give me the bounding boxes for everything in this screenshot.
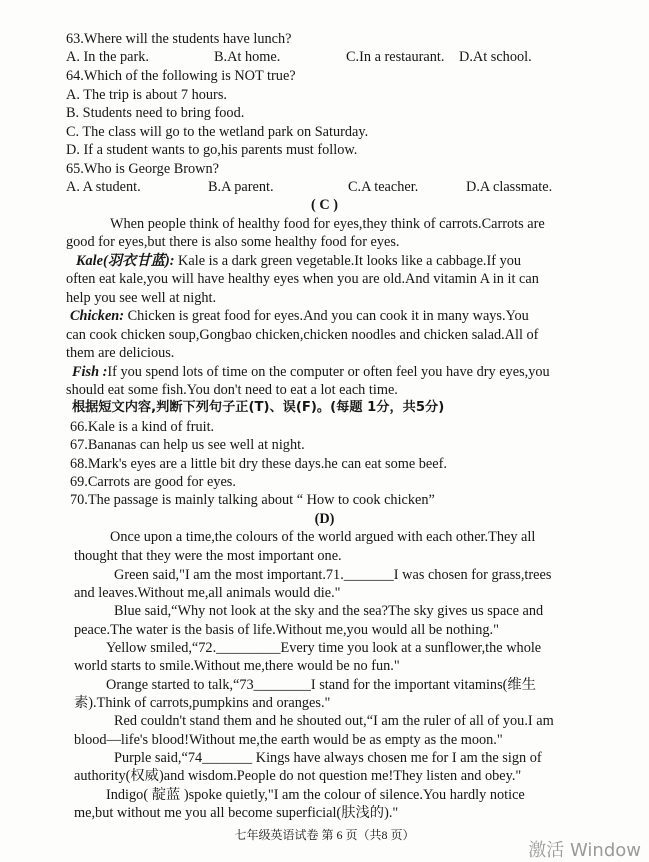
passage-d-line: thought that they were the most important one. xyxy=(74,548,342,564)
fish-paragraph-line: should eat some fish.You don't need to eat a lot each time. xyxy=(66,382,398,398)
q64-stem: 64.Which of the following is NOT true? xyxy=(66,68,296,84)
activation-watermark: 激活 Window xyxy=(528,840,641,861)
question-66: 66.Kale is a kind of fruit. xyxy=(70,419,215,435)
passage-d-line: world starts to smile.Without me,there would be no fun." xyxy=(74,658,400,674)
fish-paragraph-line xyxy=(72,363,550,381)
q63-option-b: B.At home. xyxy=(214,49,281,65)
q63-option-a: A. In the park. xyxy=(66,49,149,65)
question-68: 68.Mark's eyes are a little bit dry these days.he can eat some beef. xyxy=(70,456,447,472)
passage-d-line: Yellow smiled,“72._________Every time you look at a sunflower,the whole xyxy=(106,640,542,656)
passage-d-line: me,but without me you all become superficial(肤浅的)." xyxy=(74,805,399,821)
passage-c-heading: ( C ) xyxy=(311,197,338,213)
passage-d-heading: (D) xyxy=(314,511,335,527)
fish-label: Fish : xyxy=(72,364,108,380)
question-67: 67.Bananas can help us see well at night. xyxy=(70,437,305,453)
q65-option-a: A. A student. xyxy=(66,179,141,195)
q64-option-d: D. If a student wants to go,his parents must follow. xyxy=(66,142,358,158)
kale-text: Kale is a dark green vegetable.It looks like a cabbage.If you xyxy=(174,253,522,269)
passage-d-line: 素).Think of carrots,pumpkins and oranges." xyxy=(74,695,331,711)
fish-text: If you spend lots of time on the computer or often feel you have dry eyes,you xyxy=(107,364,550,380)
kale-label: Kale(羽衣甘蓝): xyxy=(76,253,175,269)
q63-option-d: D.At school. xyxy=(459,49,532,65)
passage-d-line: peace.The water is the basis of life.Without me,you would all be nothing." xyxy=(74,622,499,638)
passage-d-line: Once upon a time,the colours of the world argued with each other.They all xyxy=(110,529,536,545)
question-69: 69.Carrots are good for eyes. xyxy=(70,474,236,490)
passage-d-line: Indigo( 靛蓝 )spoke quietly,"I am the colour of silence.You hardly notice xyxy=(106,787,525,803)
q63-stem: 63.Where will the students have lunch? xyxy=(66,31,292,47)
q65-stem: 65.Who is George Brown? xyxy=(66,161,220,177)
q65-option-b: B.A parent. xyxy=(208,179,274,195)
page-footer: 七年级英语试卷 第 6 页（共8 页） xyxy=(234,828,415,842)
passage-d-line: authority(权威)and wisdom.People do not question me!They listen and obey." xyxy=(74,768,522,784)
passage-d-line: Orange started to talk,“73________I stand for the important vitamins(维生 xyxy=(106,677,537,693)
q64-option-a: A. The trip is about 7 hours. xyxy=(66,87,227,103)
chicken-label: Chicken: xyxy=(70,308,125,324)
q65-option-c: C.A teacher. xyxy=(348,179,419,195)
passage-c-intro-line: good for eyes,but there is also some healthy food for eyes. xyxy=(66,234,400,250)
passage-d-line: Green said,"I am the most important.71._______I was chosen for grass,trees xyxy=(114,567,552,583)
tf-instruction: 根据短文内容,判断下列句子正(T)、误(F)。(每题 1分，共5分) xyxy=(72,400,445,415)
question-70: 70.The passage is mainly talking about “ How to cook chicken” xyxy=(70,492,435,508)
passage-d-line: Red couldn't stand them and he shouted out,“I am the ruler of all of you.I am xyxy=(114,713,554,729)
chicken-paragraph-line xyxy=(70,307,529,325)
passage-d-line: Purple said,“74_______ Kings have always chosen me for I am the sign of xyxy=(114,750,542,766)
q64-option-c: C. The class will go to the wetland park on Saturday. xyxy=(66,124,369,140)
chicken-paragraph-line: them are delicious. xyxy=(66,345,175,361)
kale-paragraph-line xyxy=(76,252,521,270)
passage-d-line: Blue said,“Why not look at the sky and the sea?The sky gives us space and xyxy=(114,603,544,619)
q65-option-d: D.A classmate. xyxy=(466,179,553,195)
q64-option-b: B. Students need to bring food. xyxy=(66,105,245,121)
passage-d-line: and leaves.Without me,all animals would die." xyxy=(74,585,341,601)
kale-paragraph-line: often eat kale,you will have healthy eyes when you are old.And vitamin A in it can xyxy=(66,271,539,287)
kale-paragraph-line: help you see well at night. xyxy=(66,290,217,306)
passage-d-line: blood—life's blood!Without me,the earth would be as empty as the moon." xyxy=(74,732,503,748)
chicken-paragraph-line: can cook chicken soup,Gongbao chicken,chicken noodles and chicken salad.All of xyxy=(66,327,539,343)
chicken-text: Chicken is great food for eyes.And you can cook it in many ways.You xyxy=(124,308,529,324)
passage-c-intro-line: When people think of healthy food for eyes,they think of carrots.Carrots are xyxy=(110,216,545,232)
q63-option-c: C.In a restaurant. xyxy=(346,49,445,65)
